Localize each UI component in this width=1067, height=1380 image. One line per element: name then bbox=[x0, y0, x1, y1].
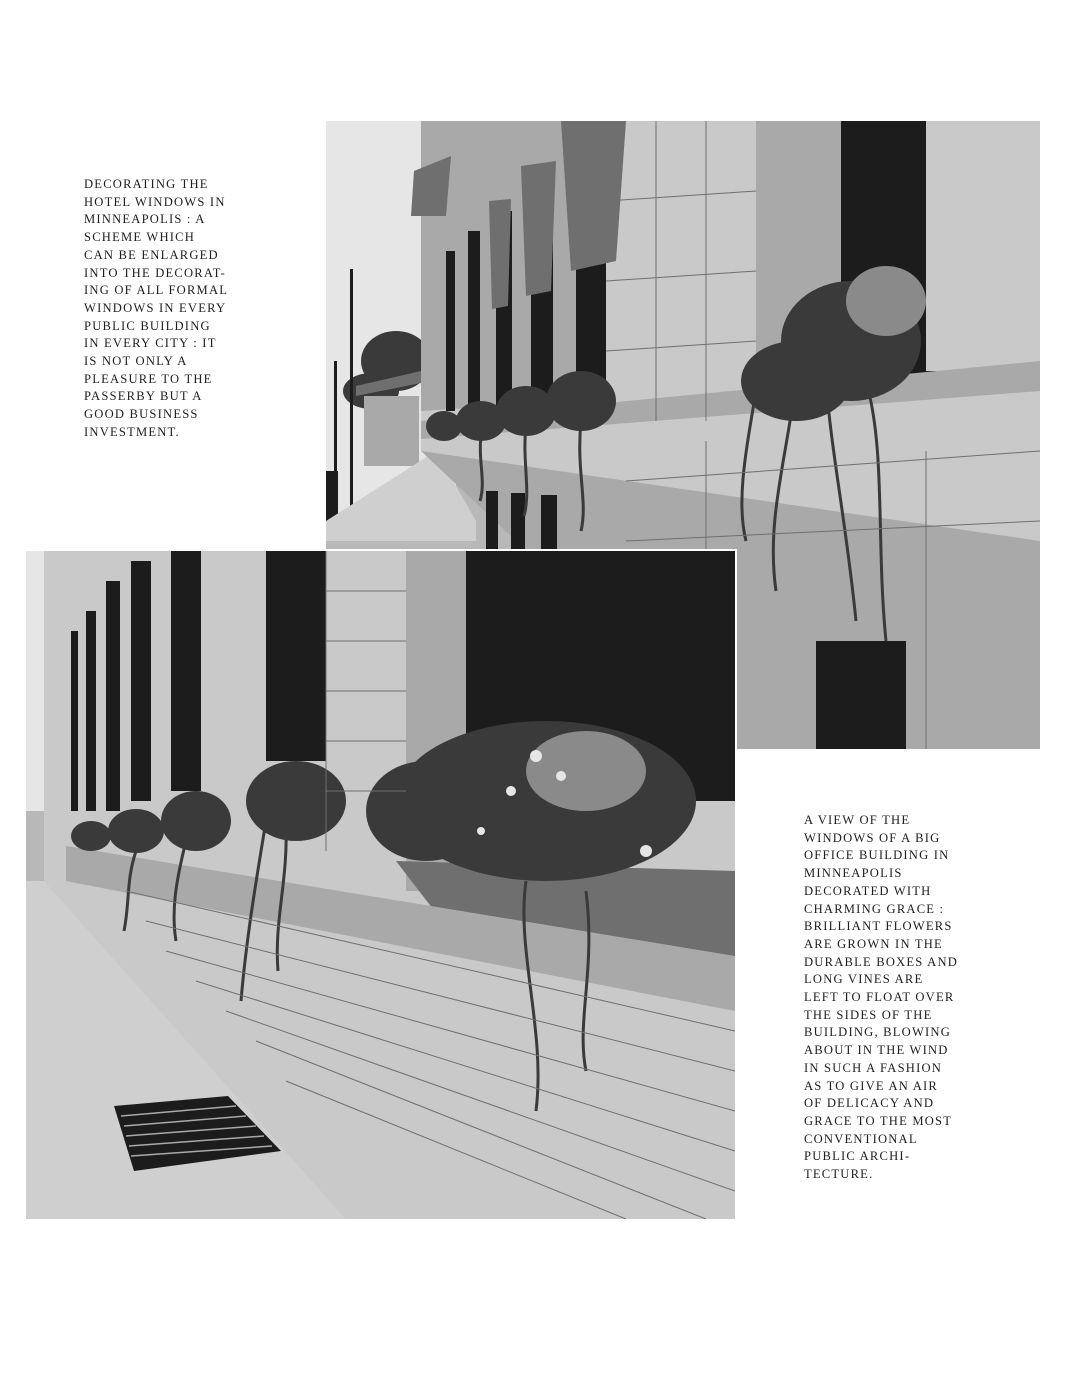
office-photo-caption bbox=[804, 812, 958, 1184]
caption-line: CONVENTIONAL bbox=[804, 1131, 918, 1146]
caption-line: WINDOWS IN EVERY bbox=[84, 300, 227, 315]
caption-line: INTO THE DECORAT- bbox=[84, 265, 226, 280]
caption-line: LONG VINES ARE bbox=[804, 972, 924, 987]
caption-line: BUILDING, BLOWING bbox=[804, 1025, 952, 1040]
hotel-photo-caption bbox=[84, 176, 228, 442]
caption-line: HOTEL WINDOWS IN bbox=[84, 194, 226, 209]
caption-line: THE SIDES OF THE bbox=[804, 1007, 933, 1022]
caption-line: DURABLE BOXES AND bbox=[804, 954, 959, 969]
caption-line: IN EVERY CITY : IT bbox=[84, 336, 217, 351]
caption-line: PUBLIC ARCHI- bbox=[804, 1149, 911, 1164]
caption-line: INVESTMENT. bbox=[84, 424, 180, 439]
caption-line: DECORATED WITH bbox=[804, 883, 932, 898]
caption-line: IS NOT ONLY A bbox=[84, 354, 188, 369]
caption-line: CAN BE ENLARGED bbox=[84, 247, 219, 262]
caption-line: TECTURE. bbox=[804, 1167, 874, 1182]
caption-line: GOOD BUSINESS bbox=[84, 407, 199, 422]
caption-line: LEFT TO FLOAT OVER bbox=[804, 990, 955, 1005]
office-window-boxes-photo bbox=[26, 551, 735, 1219]
caption-line: WINDOWS OF A BIG bbox=[804, 830, 941, 845]
caption-line: SCHEME WHICH bbox=[84, 230, 196, 245]
caption-line: MINNEAPOLIS bbox=[804, 866, 903, 881]
caption-line: ING OF ALL FORMAL bbox=[84, 283, 229, 298]
caption-line: ARE GROWN IN THE bbox=[804, 936, 943, 951]
caption-line: GRACE TO THE MOST bbox=[804, 1113, 953, 1128]
caption-line: PUBLIC BUILDING bbox=[84, 318, 211, 333]
caption-line: MINNEAPOLIS : A bbox=[84, 212, 206, 227]
caption-line: DECORATING THE bbox=[84, 177, 209, 191]
caption-line: PASSERBY BUT A bbox=[84, 389, 203, 404]
caption-line: A VIEW OF THE bbox=[804, 813, 911, 827]
caption-line: CHARMING GRACE : bbox=[804, 901, 945, 916]
caption-line: OF DELICACY AND bbox=[804, 1096, 935, 1111]
caption-line: ABOUT IN THE WIND bbox=[804, 1043, 949, 1058]
caption-line: IN SUCH A FASHION bbox=[804, 1060, 943, 1075]
caption-line: AS TO GIVE AN AIR bbox=[804, 1078, 938, 1093]
caption-line: PLEASURE TO THE bbox=[84, 371, 213, 386]
caption-line: OFFICE BUILDING IN bbox=[804, 848, 950, 863]
caption-line: BRILLIANT FLOWERS bbox=[804, 919, 953, 934]
